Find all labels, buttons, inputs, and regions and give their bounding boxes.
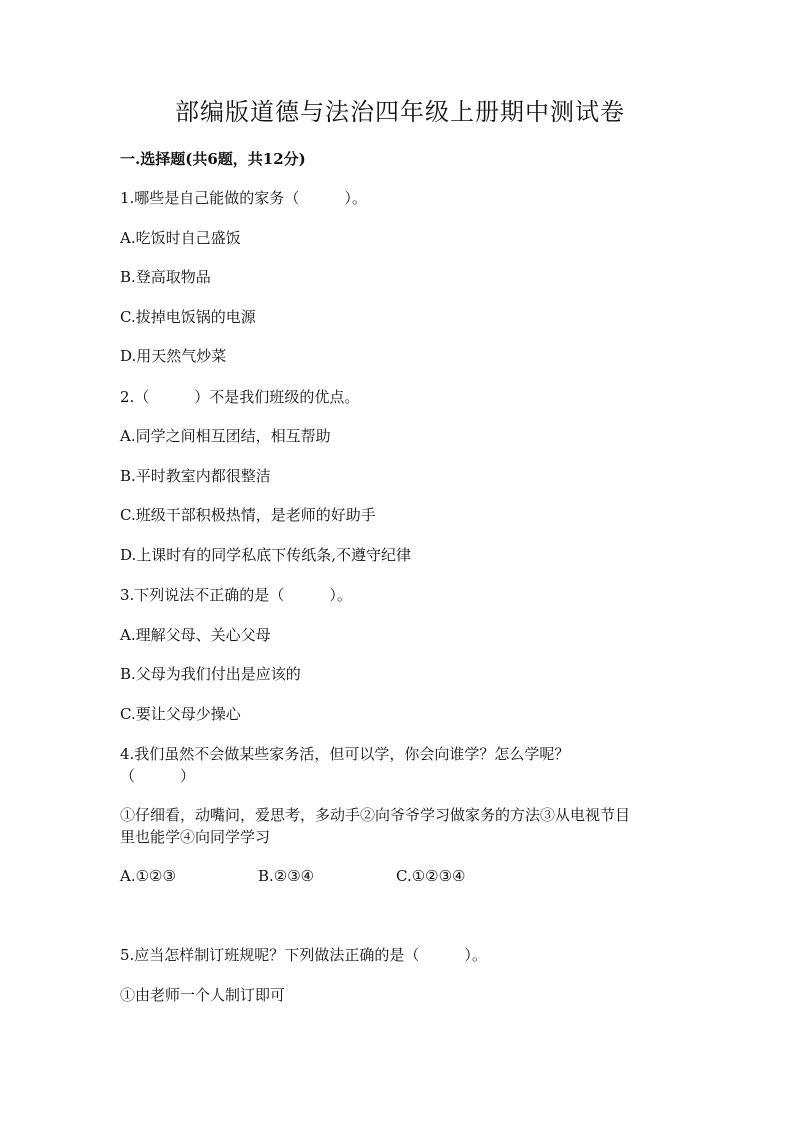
question-3-option-b: B.父母为我们付出是应该的 <box>120 665 301 683</box>
question-1-option-d: D.用天然气炒菜 <box>120 347 227 365</box>
question-5-desc-1: ①由老师一个人制订即可 <box>120 986 286 1004</box>
question-4-stem-line1: 4.我们虽然不会做某些家务活，但可以学，你会向谁学？怎么学呢？ <box>120 745 570 763</box>
question-2-option-a: A.同学之间相互团结，相互帮助 <box>120 427 331 445</box>
question-4-option-c: C.①②③④ <box>396 867 466 885</box>
question-2-option-b: B.平时教室内都很整洁 <box>120 467 271 485</box>
question-3-option-a: A.理解父母、关心父母 <box>120 626 271 644</box>
question-1-option-b: B.登高取物品 <box>120 268 211 286</box>
question-4-desc-line2: 里也能学④向同学学习 <box>120 828 271 846</box>
question-1-option-c: C.拔掉电饭锅的电源 <box>120 308 256 326</box>
question-2-option-d: D.上课时有的同学私底下传纸条,不遵守纪律 <box>120 546 412 564</box>
question-1-option-a: A.吃饭时自己盛饭 <box>120 229 241 247</box>
question-4-options <box>120 865 534 887</box>
section-heading: 一.选择题(共6题，共12分) <box>120 150 306 168</box>
page-title: 部编版道德与法治四年级上册期中测试卷 <box>175 98 625 126</box>
question-5-stem: 5.应当怎样制订班规呢？下列做法正确的是（ ）。 <box>120 946 487 964</box>
question-3-option-c: C.要让父母少操心 <box>120 705 241 723</box>
question-4-option-a: A.①②③ <box>120 867 176 885</box>
question-4-option-b: B.②③④ <box>258 867 315 885</box>
question-3-stem: 3.下列说法不正确的是（ ）。 <box>120 586 352 604</box>
question-2-stem: 2.（ ）不是我们班级的优点。 <box>120 388 360 406</box>
question-1-stem: 1.哪些是自己能做的家务（ ）。 <box>120 189 367 207</box>
question-4-desc-line1: ①仔细看，动嘴问，爱思考，多动手②向爷爷学习做家务的方法③从电视节目 <box>120 806 631 824</box>
question-4-stem-line2: （ ） <box>120 767 196 785</box>
question-2-option-c: C.班级干部积极热情，是老师的好助手 <box>120 506 376 524</box>
